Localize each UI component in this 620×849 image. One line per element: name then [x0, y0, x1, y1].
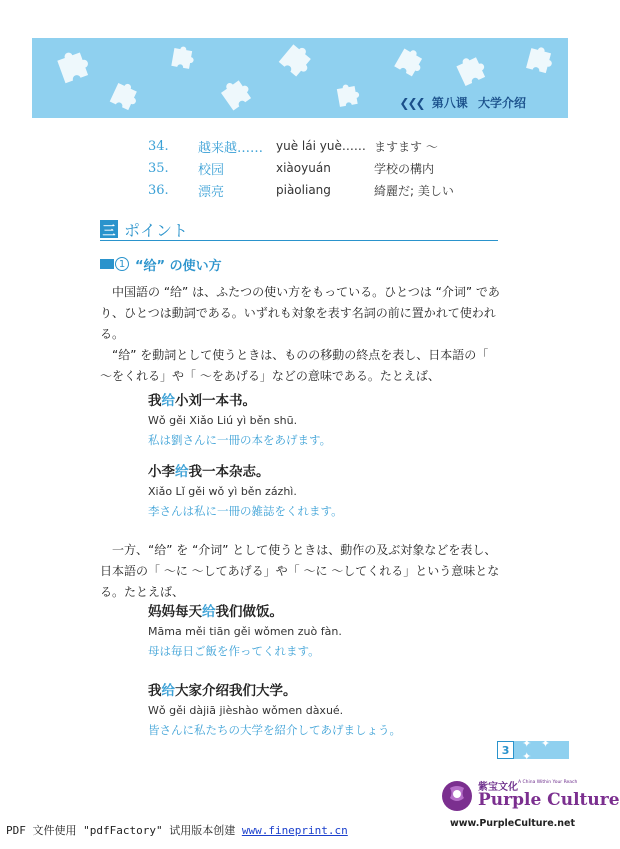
vocab-hanzi: 校园	[198, 162, 225, 178]
puzzle-piece-icon	[452, 52, 488, 88]
vocab-meaning: 学校の構内	[374, 161, 435, 176]
puzzle-piece-icon	[277, 40, 315, 78]
section-marker: 三	[100, 220, 118, 238]
footer-text: PDF 文件使用 "pdfFactory" 试用版本创建	[6, 824, 242, 837]
logo-tagline: A China Within Your Reach	[518, 780, 578, 785]
subsection-number: 1	[115, 257, 129, 271]
example-pinyin: Māma měi tiān gěi wǒmen zuò fàn.	[148, 625, 342, 638]
chapter-title	[399, 94, 526, 111]
paragraph: 一方、“给” を “介词” として使うときは、動作の及ぶ対象などを表し、日本語の「 ～に ～してあげる」や「 ～に ～してくれる」という意味となる。たとえば、	[100, 543, 500, 599]
logo-emblem-icon	[440, 778, 474, 814]
example-block	[148, 680, 401, 740]
subsection-heading	[100, 255, 222, 273]
example-block	[148, 390, 331, 450]
highlight-gei: 给	[161, 683, 175, 699]
vocab-meaning: ますます ～	[374, 139, 438, 154]
example-chinese: 我给小刘一本书。	[148, 393, 256, 409]
example-translation: 母は毎日ご飯を作ってくれます。	[148, 644, 320, 658]
puzzle-piece-icon	[107, 78, 141, 112]
logo-url: www.PurpleCulture.net	[450, 818, 576, 829]
vocab-list	[148, 135, 454, 201]
puzzle-piece-icon	[392, 44, 426, 78]
vocab-pinyin: yuè lái yuè……	[276, 139, 366, 153]
vocab-pinyin: piàoliang	[276, 183, 331, 197]
highlight-gei: 给	[161, 393, 175, 409]
example-chinese: 小李给我一本杂志。	[148, 464, 270, 480]
vocab-pinyin: xiàoyuán	[276, 161, 331, 175]
puzzle-piece-icon	[167, 42, 197, 72]
vocab-row	[148, 135, 454, 157]
section-title: ポイント	[124, 220, 189, 240]
page-number-tab	[497, 737, 569, 763]
chapter-name: 大学介绍	[477, 96, 526, 110]
puzzle-piece-icon	[52, 46, 92, 86]
example-pinyin: Wǒ gěi dàjiā jièshào wǒmen dàxué.	[148, 704, 344, 717]
vocab-row	[148, 179, 454, 201]
vocab-number: 34.	[148, 138, 169, 154]
example-chinese: 我给大家介绍我们大学。	[148, 683, 297, 699]
purple-culture-logo	[440, 776, 620, 836]
subsection-bar	[100, 259, 114, 269]
section-heading	[100, 218, 498, 241]
page-number: 3	[497, 741, 514, 759]
vocab-row	[148, 157, 454, 179]
example-pinyin: Xiǎo Lǐ gěi wǒ yì běn zázhì.	[148, 485, 297, 498]
logo-chinese: 紫宝文化	[478, 782, 518, 793]
example-block	[148, 601, 342, 661]
puzzle-piece-icon	[217, 76, 253, 112]
chapter-label: 第八课	[431, 96, 468, 110]
puzzle-piece-icon	[522, 42, 556, 76]
paragraph: “给” を動詞として使うときは、ものの移動の終点を表し、日本語の「 ～をくれる」や「 ～をあげる」などの意味である。たとえば、	[100, 348, 489, 383]
highlight-gei: 给	[175, 464, 189, 480]
example-translation: 李さんは私に一冊の雑誌をくれます。	[148, 504, 343, 518]
example-chinese: 妈妈每天给我们做饭。	[148, 604, 283, 620]
example-translation: 私は劉さんに一冊の本をあげます。	[148, 433, 332, 447]
paragraph: 中国語の “给” は、ふたつの使い方をもっている。ひとつは “介词” であり、ひとつは動詞である。いずれも対象を表す名詞の前に置かれて使われる。	[100, 285, 500, 341]
highlight-gei: 给	[202, 604, 216, 620]
vocab-number: 35.	[148, 160, 169, 176]
vocab-hanzi: 漂亮	[198, 184, 225, 200]
vocab-number: 36.	[148, 182, 169, 198]
example-translation: 皆さんに私たちの大学を紹介してあげましょう。	[148, 723, 401, 737]
subsection-title: “给” の使い方	[135, 258, 222, 274]
pdf-footer	[6, 822, 348, 838]
puzzle-pieces-icon: ✦ ✦ ✦	[522, 737, 554, 763]
puzzle-piece-icon	[332, 80, 362, 110]
vocab-hanzi: 越来越……	[198, 140, 264, 156]
vocab-meaning: 綺麗だ; 美しい	[374, 183, 454, 198]
footer-link[interactable]: www.fineprint.cn	[241, 824, 348, 837]
example-pinyin: Wǒ gěi Xiǎo Liú yì běn shū.	[148, 414, 298, 427]
example-block	[148, 461, 343, 521]
logo-brand: Purple Culture	[478, 790, 620, 810]
chevrons-left-icon: ❮❮❮	[399, 96, 424, 110]
